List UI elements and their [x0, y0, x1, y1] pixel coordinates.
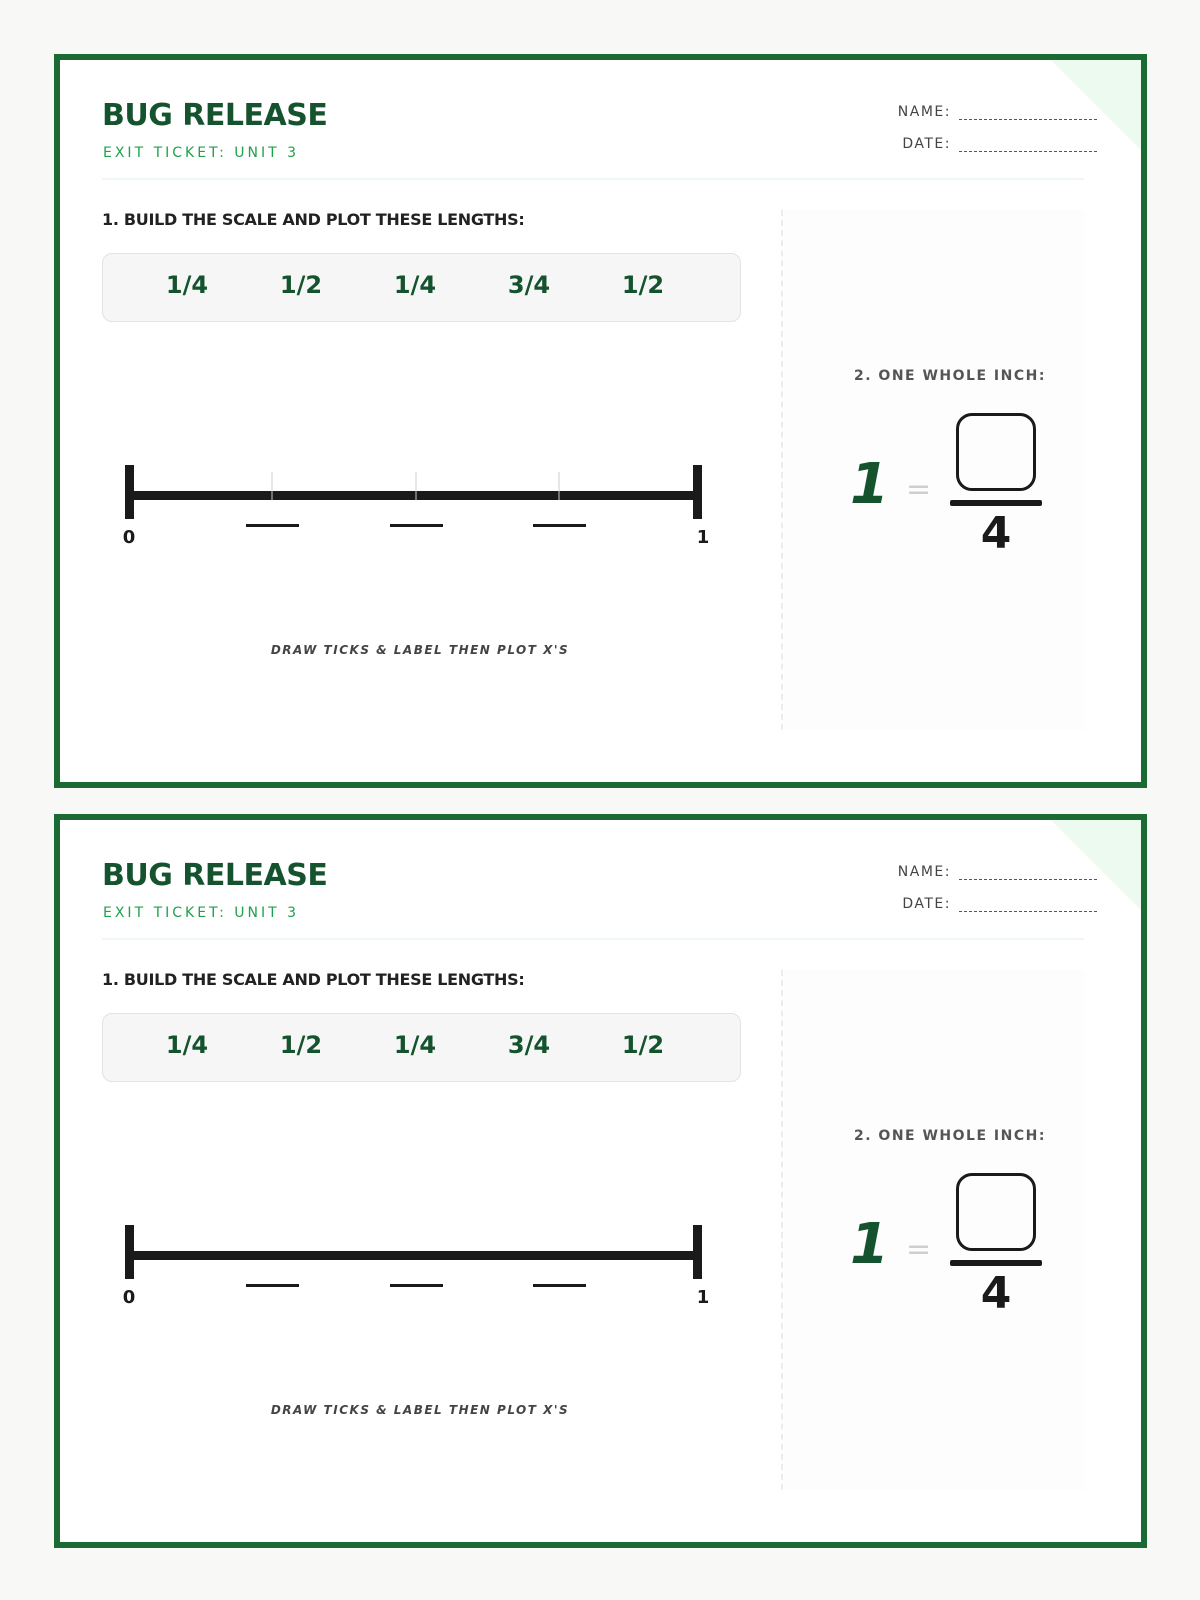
date-blank-line[interactable]	[959, 900, 1097, 912]
date-field[interactable]	[902, 136, 1097, 152]
equals-sign: =	[906, 472, 932, 507]
answer-panel	[784, 970, 1084, 1490]
length-value: 1/2	[279, 271, 323, 299]
name-field[interactable]	[898, 104, 1097, 120]
tick-label-blank[interactable]	[246, 1284, 299, 1287]
tick-label-blank[interactable]	[390, 1284, 443, 1287]
question-2-prompt: 2. ONE WHOLE INCH:	[854, 1128, 1046, 1144]
length-value: 1/4	[165, 271, 209, 299]
date-field[interactable]	[902, 896, 1097, 912]
length-value: 1/4	[393, 271, 437, 299]
denominator: 4	[980, 1268, 1012, 1319]
date-label: DATE:	[902, 136, 951, 152]
ticket-title: BUG RELEASE	[102, 858, 328, 893]
numerator-answer-box[interactable]	[956, 413, 1036, 491]
date-blank-line[interactable]	[959, 140, 1097, 152]
length-value: 1/4	[165, 1031, 209, 1059]
section-divider	[781, 210, 783, 730]
instruction-text: DRAW TICKS & LABEL THEN PLOT X'S	[270, 643, 570, 657]
length-value: 1/2	[621, 271, 665, 299]
whole-number: 1	[850, 452, 889, 517]
ticket-subtitle: EXIT TICKET: UNIT 3	[103, 145, 299, 161]
question-1-prompt: 1. BUILD THE SCALE AND PLOT THESE LENGTHS:	[102, 210, 525, 229]
name-label: NAME:	[897, 864, 951, 880]
length-value: 3/4	[507, 1031, 551, 1059]
number-line-bar	[130, 1251, 700, 1260]
start-label: 0	[122, 527, 136, 548]
end-label: 1	[696, 527, 710, 548]
start-tick	[125, 1225, 134, 1279]
end-tick	[693, 465, 702, 519]
tick-label-blank[interactable]	[533, 1284, 586, 1287]
length-value: 3/4	[507, 271, 551, 299]
question-2-prompt: 2. ONE WHOLE INCH:	[854, 368, 1046, 384]
length-value: 1/4	[393, 1031, 437, 1059]
start-tick	[125, 465, 134, 519]
length-value: 1/2	[279, 1031, 323, 1059]
denominator: 4	[980, 508, 1012, 559]
end-tick	[693, 1225, 702, 1279]
length-value: 1/2	[621, 1031, 665, 1059]
instruction-text: DRAW TICKS & LABEL THEN PLOT X'S	[270, 1403, 570, 1417]
start-label: 0	[122, 1287, 136, 1308]
question-1-prompt: 1. BUILD THE SCALE AND PLOT THESE LENGTHS:	[102, 970, 525, 989]
number-line[interactable]	[60, 60, 780, 620]
number-line-bar	[130, 491, 700, 500]
fraction-bar	[950, 1260, 1042, 1266]
tick-label-blank[interactable]	[246, 524, 299, 527]
ticket-subtitle: EXIT TICKET: UNIT 3	[103, 905, 299, 921]
tick-label-blank[interactable]	[390, 524, 443, 527]
answer-panel	[784, 210, 1084, 730]
date-label: DATE:	[902, 896, 951, 912]
fraction-bar	[950, 500, 1042, 506]
exit-ticket-2	[54, 814, 1147, 1548]
equals-sign: =	[906, 1232, 932, 1267]
exit-ticket-1	[54, 54, 1147, 788]
name-field[interactable]	[898, 864, 1097, 880]
end-label: 1	[696, 1287, 710, 1308]
numerator-answer-box[interactable]	[956, 1173, 1036, 1251]
name-label: NAME:	[897, 104, 951, 120]
whole-number: 1	[850, 1212, 889, 1277]
name-blank-line[interactable]	[959, 108, 1097, 120]
section-divider	[781, 970, 783, 1490]
tick-label-blank[interactable]	[533, 524, 586, 527]
name-blank-line[interactable]	[959, 868, 1097, 880]
number-line[interactable]	[60, 820, 780, 1380]
ticket-title: BUG RELEASE	[102, 98, 328, 133]
